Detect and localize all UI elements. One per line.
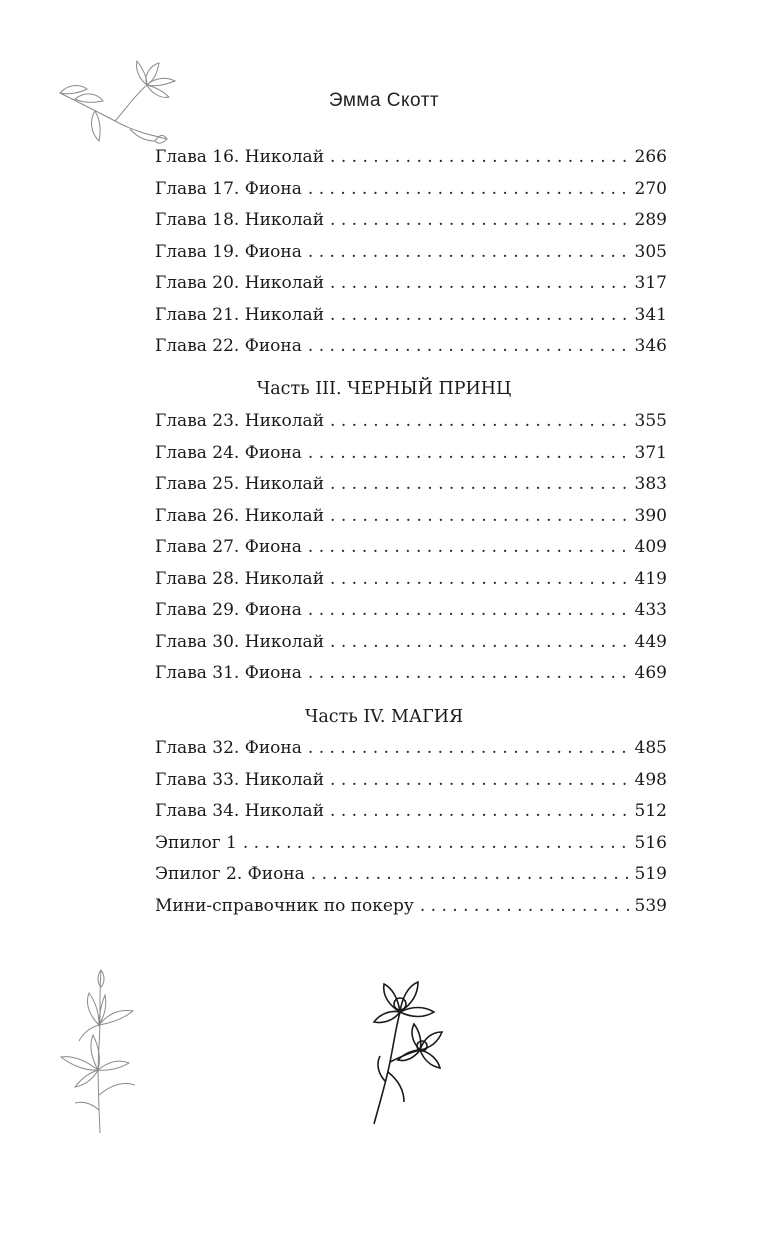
toc-leader-dots [308, 177, 629, 201]
lily-stem-icon [55, 965, 140, 1135]
toc-entry-page: 346 [634, 336, 667, 356]
toc-entry [155, 441, 667, 465]
toc-entry-page: 355 [634, 411, 667, 431]
toc-leader-dots [330, 409, 629, 433]
toc-entry-page: 390 [634, 506, 667, 526]
toc-entry [155, 271, 667, 295]
toc-leader-dots [330, 145, 629, 169]
toc-entry-page: 539 [634, 896, 667, 916]
toc-entry-title: Глава 30. Николай [155, 632, 325, 652]
toc-entry-page: 419 [634, 569, 667, 589]
toc-entry-title: Глава 29. Фиона [155, 600, 302, 620]
toc-leader-dots [420, 894, 629, 918]
toc-entry-page: 485 [634, 738, 667, 758]
toc-entry [155, 661, 667, 685]
toc-entry [155, 862, 667, 886]
toc-entry-title: Глава 19. Фиона [155, 242, 302, 262]
toc-entry-title: Глава 32. Фиона [155, 738, 302, 758]
toc-entry [155, 303, 667, 327]
toc-entry-page: 289 [634, 210, 667, 230]
toc-entry-title: Глава 16. Николай [155, 147, 325, 167]
toc-entry-title: Глава 22. Фиона [155, 336, 302, 356]
toc-entry-title: Глава 34. Николай [155, 801, 325, 821]
toc-entry-title: Эпилог 1 [155, 833, 237, 853]
toc-entry [155, 145, 667, 169]
toc-entry-title: Глава 28. Николай [155, 569, 325, 589]
toc-entry-page: 317 [634, 273, 667, 293]
toc-entry-page: 305 [634, 242, 667, 262]
toc-entry [155, 894, 667, 918]
toc-leader-dots [330, 630, 629, 654]
toc-leader-dots [308, 535, 629, 559]
toc-entry-title: Глава 27. Фиона [155, 537, 302, 557]
toc-entry-title: Глава 25. Николай [155, 474, 325, 494]
toc-entry [155, 768, 667, 792]
toc-entry [155, 409, 667, 433]
toc-entry-title: Глава 23. Николай [155, 411, 325, 431]
part-heading: Часть IV. МАГИЯ [304, 707, 464, 727]
toc-leader-dots [311, 862, 629, 886]
toc-entry-title: Глава 21. Николай [155, 305, 325, 325]
toc-leader-dots [330, 567, 629, 591]
toc-entry-page: 266 [634, 147, 667, 167]
toc-entry-page: 512 [634, 801, 667, 821]
toc-entry [155, 598, 667, 622]
toc-entry-title: Мини-справочник по покеру [155, 896, 414, 916]
toc-leader-dots [243, 831, 629, 855]
toc-leader-dots [330, 799, 629, 823]
toc-entry [155, 208, 667, 232]
toc-entry [155, 630, 667, 654]
toc-leader-dots [330, 768, 629, 792]
toc-entry-page: 449 [634, 632, 667, 652]
toc-entry-title: Глава 31. Фиона [155, 663, 302, 683]
toc-entry-title: Эпилог 2. Фиона [155, 864, 305, 884]
toc-entry [155, 334, 667, 358]
toc-entry-page: 409 [634, 537, 667, 557]
toc-entry-page: 498 [634, 770, 667, 790]
toc-entry [155, 240, 667, 264]
toc-entry [155, 504, 667, 528]
toc-entry-page: 341 [634, 305, 667, 325]
toc-leader-dots [308, 441, 629, 465]
toc-leader-dots [308, 334, 629, 358]
toc-entry [155, 831, 667, 855]
toc-leader-dots [308, 736, 629, 760]
toc-entry [155, 177, 667, 201]
toc-leader-dots [308, 598, 629, 622]
toc-entry-title: Глава 20. Николай [155, 273, 325, 293]
lily-branch-icon [55, 55, 180, 150]
toc-entry [155, 472, 667, 496]
toc-entry-page: 516 [634, 833, 667, 853]
toc-entry-page: 383 [634, 474, 667, 494]
toc-leader-dots [330, 504, 629, 528]
toc-entry-page: 469 [634, 663, 667, 683]
toc-leader-dots [308, 661, 629, 685]
toc-entry-title: Глава 33. Николай [155, 770, 325, 790]
toc-entry-title: Глава 18. Николай [155, 210, 325, 230]
running-header-author: Эмма Скотт [328, 90, 440, 111]
toc-leader-dots [330, 271, 629, 295]
toc-entry [155, 567, 667, 591]
daffodil-icon [368, 972, 448, 1127]
toc-entry-title: Глава 17. Фиона [155, 179, 302, 199]
toc-entry-page: 433 [634, 600, 667, 620]
toc-entry-page: 270 [634, 179, 667, 199]
toc-entry [155, 736, 667, 760]
part-heading: Часть III. ЧЕРНЫЙ ПРИНЦ [256, 379, 512, 399]
toc-entry-page: 371 [634, 443, 667, 463]
toc-entry-title: Глава 26. Николай [155, 506, 325, 526]
toc-entry [155, 535, 667, 559]
toc-leader-dots [308, 240, 629, 264]
toc-entry-page: 519 [634, 864, 667, 884]
toc-leader-dots [330, 472, 629, 496]
toc-entry-title: Глава 24. Фиона [155, 443, 302, 463]
toc-leader-dots [330, 208, 629, 232]
toc-leader-dots [330, 303, 629, 327]
toc-entry [155, 799, 667, 823]
